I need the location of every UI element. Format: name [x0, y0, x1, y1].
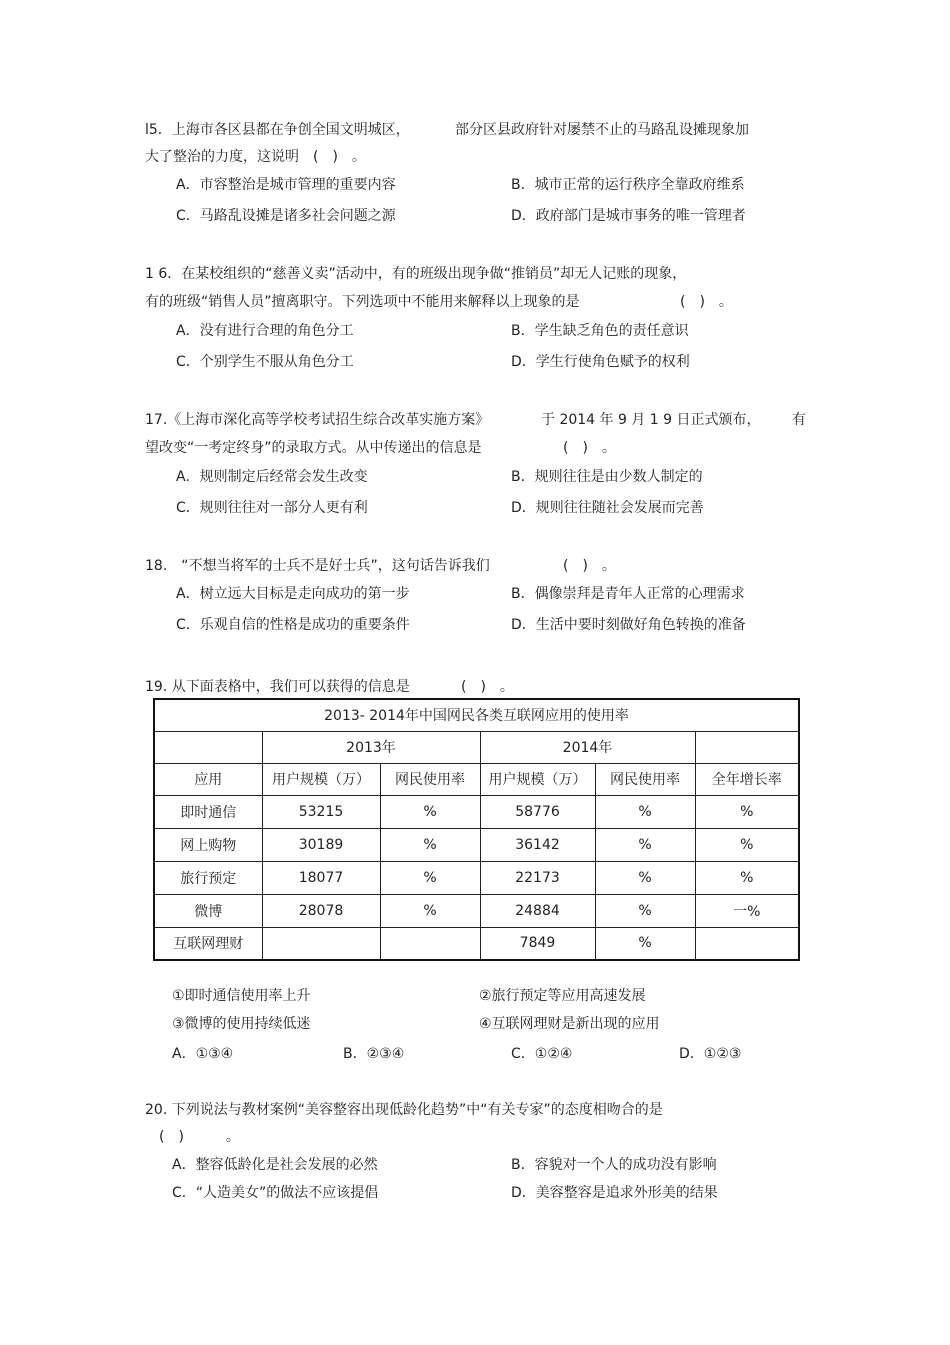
- table-cell: [262, 927, 380, 960]
- q19-option-c: C．①②④: [511, 1046, 573, 1062]
- table-row: [154, 927, 799, 960]
- table-title: 2013- 2014年中国网民各类互联网应用的使用率: [154, 699, 799, 731]
- table-cell: %: [380, 828, 480, 861]
- q19-statement-3: ③微博的使用持续低迷: [172, 1016, 311, 1032]
- q18-option-d: D．生活中要时刻做好角色转换的准备: [511, 617, 746, 633]
- table-cell: %: [595, 795, 695, 828]
- table-header-cell: 应用: [154, 763, 262, 795]
- table-cell: 53215: [262, 795, 380, 828]
- table-year-2014: 2014年: [480, 731, 695, 763]
- table-header-cell: 用户规模（万）: [480, 763, 595, 795]
- q16-stem-line1: 1 6．在某校组织的“慈善义卖”活动中，有的班级出现争做“推销员”却无人记账的现象，: [145, 266, 687, 282]
- q16-option-a: A．没有进行合理的角色分工: [176, 323, 354, 339]
- q18-stem-line1: 18. “不想当将军的士兵不是好士兵”，这句话告诉我们: [145, 558, 490, 574]
- table-empty-cell: [695, 731, 799, 763]
- usage-rate-table: [153, 698, 800, 961]
- q19-stem-line1: 19. 从下面表格中，我们可以获得的信息是: [145, 679, 410, 695]
- table-cell: 旅行预定: [154, 861, 262, 894]
- q17-stem-line2: 望改变“一考定终身”的录取方式。从中传递出的信息是: [145, 440, 482, 456]
- q17-option-d: D．规则往往随社会发展而完善: [511, 500, 704, 516]
- q15-option-b: B．城市正常的运行秩序全靠政府维系: [511, 177, 745, 193]
- table-cell: 36142: [480, 828, 595, 861]
- table-row: [154, 894, 799, 927]
- table-row: [154, 828, 799, 861]
- q15-stem-line1a: l5．上海市各区县都在争创全国文明城区，: [145, 122, 410, 138]
- q19-statement-2: ②旅行预定等应用高速发展: [479, 988, 646, 1004]
- q19-option-b: B．②③④: [343, 1046, 405, 1062]
- q19-option-a: A．①③④: [172, 1046, 234, 1062]
- table-cell: 互联网理财: [154, 927, 262, 960]
- q16-option-c: C．个别学生不服从角色分工: [176, 354, 354, 370]
- q18-answer-paren: ( ) 。: [563, 558, 616, 574]
- table-row: [154, 861, 799, 894]
- table-cell: %: [380, 795, 480, 828]
- q16-answer-paren: ( ) 。: [680, 294, 733, 310]
- table-cell: 28078: [262, 894, 380, 927]
- q17-stem-line1c: 有: [792, 412, 806, 428]
- q19-answer-paren: ( ) 。: [461, 679, 514, 695]
- q17-answer-paren: ( ) 。: [563, 440, 616, 456]
- table-header-cell: 用户规模（万）: [262, 763, 380, 795]
- q16-option-d: D．学生行使角色赋予的权利: [511, 354, 690, 370]
- table-cell: 即时通信: [154, 795, 262, 828]
- table-header-cell: 网民使用率: [595, 763, 695, 795]
- q17-option-a: A．规则制定后经常会发生改变: [176, 469, 368, 485]
- q19-statement-1: ①即时通信使用率上升: [172, 988, 311, 1004]
- q15-stem-line1b: 部分区县政府针对屡禁不止的马路乱设摊现象加: [455, 122, 749, 138]
- table-cell: [695, 927, 799, 960]
- q16-option-b: B．学生缺乏角色的责任意识: [511, 323, 689, 339]
- q17-stem-line1b: 于 2014 年 9 月 1 9 日正式颁布，: [541, 412, 761, 428]
- q15-stem-line2: 大了整治的力度，这说明 ( ) 。: [145, 149, 366, 165]
- table-cell: 24884: [480, 894, 595, 927]
- table-cell: 30189: [262, 828, 380, 861]
- table-cell: 一%: [695, 894, 799, 927]
- table-cell: 18077: [262, 861, 380, 894]
- q15-option-c: C．马路乱设摊是诸多社会问题之源: [176, 208, 396, 224]
- table-cell: %: [380, 894, 480, 927]
- q20-option-a: A．整容低龄化是社会发展的必然: [172, 1157, 378, 1173]
- q15-option-a: A．市容整治是城市管理的重要内容: [176, 177, 396, 193]
- table-header-row: [154, 763, 799, 795]
- q17-option-b: B．规则往往是由少数人制定的: [511, 469, 703, 485]
- table-header-cell: 网民使用率: [380, 763, 480, 795]
- q18-option-a: A．树立远大目标是走向成功的第一步: [176, 586, 410, 602]
- table-cell: 微博: [154, 894, 262, 927]
- q15-option-d: D．政府部门是城市事务的唯一管理者: [511, 208, 746, 224]
- table-cell: %: [595, 927, 695, 960]
- table-row: [154, 795, 799, 828]
- q16-stem-line2: 有的班级“销售人员”擅离职守。下列选项中不能用来解释以上现象的是: [145, 294, 580, 310]
- table-cell: %: [595, 894, 695, 927]
- q20-stem-line2: ( ) 。: [159, 1129, 240, 1145]
- table-cell: 22173: [480, 861, 595, 894]
- q20-option-d: D．美容整容是追求外形美的结果: [511, 1185, 718, 1201]
- table-cell: [380, 927, 480, 960]
- q18-option-b: B．偶像崇拜是青年人正常的心理需求: [511, 586, 745, 602]
- q20-option-c: C．“人造美女”的做法不应该提倡: [172, 1185, 379, 1201]
- table-header-cell: 全年增长率: [695, 763, 799, 795]
- table-cell: 7849: [480, 927, 595, 960]
- table-cell: %: [380, 861, 480, 894]
- q19-option-d: D．①②③: [679, 1046, 742, 1062]
- q18-option-c: C．乐观自信的性格是成功的重要条件: [176, 617, 410, 633]
- table-cell: %: [595, 828, 695, 861]
- q20-option-b: B．容貌对一个人的成功没有影响: [511, 1157, 717, 1173]
- table-cell: %: [695, 861, 799, 894]
- table-cell: %: [595, 861, 695, 894]
- table-empty-cell: [154, 731, 262, 763]
- q19-statement-4: ④互联网理财是新出现的应用: [479, 1016, 660, 1032]
- table-cell: 58776: [480, 795, 595, 828]
- table-cell: 网上购物: [154, 828, 262, 861]
- table-cell: %: [695, 828, 799, 861]
- table-year-2013: 2013年: [262, 731, 480, 763]
- q17-option-c: C．规则往往对一部分人更有利: [176, 500, 368, 516]
- q20-stem-line1: 20. 下列说法与教材案例“美容整容出现低龄化趋势”中“有关专家”的态度相吻合的是: [145, 1102, 663, 1118]
- q17-stem-line1a: 17.《上海市深化高等学校考试招生综合改革实施方案》: [145, 412, 490, 428]
- table-cell: %: [695, 795, 799, 828]
